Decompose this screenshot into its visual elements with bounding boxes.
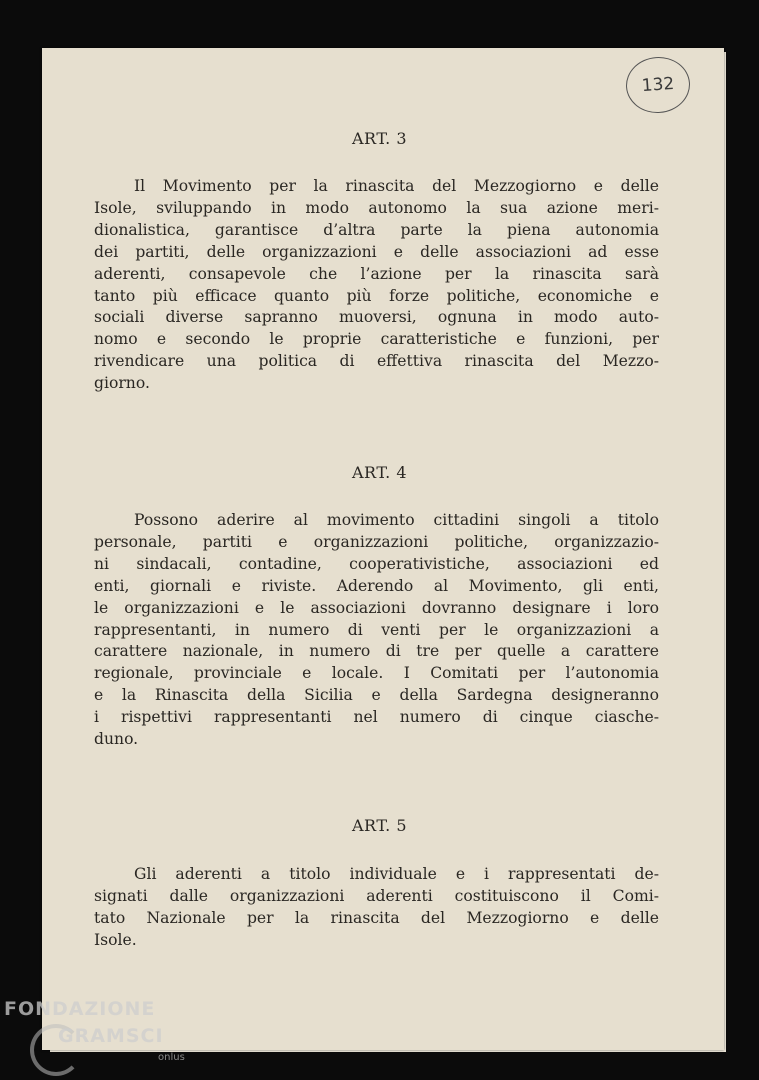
article-4-line: i rispettivi rappresentanti nel numero di cinque ciasche-	[94, 708, 659, 727]
article-3-line: tanto più efficace quanto più forze politiche, economiche e	[94, 286, 659, 305]
article-4-line: enti, giornali e riviste. Aderendo al Movimento, gli enti,	[94, 576, 659, 595]
article-5-heading: ART. 5	[352, 816, 407, 835]
article-5-line: tato Nazionale per la rinascita del Mezzogiorno e delle	[94, 908, 659, 927]
article-5-body	[94, 864, 659, 952]
article-4-line: le organizzazioni e le associazioni dovranno designare i loro	[94, 598, 659, 617]
article-3-line: rivendicare una politica di effettiva rinascita del Mezzo-	[94, 352, 659, 371]
article-3-line: giorno.	[94, 374, 150, 393]
article-3-line: sociali diverse sapranno muoversi, ognuna in modo auto-	[94, 308, 659, 327]
article-3-line: Il Movimento per la rinascita del Mezzogiorno e delle	[134, 177, 659, 195]
article-4-body	[94, 510, 659, 751]
article-4-line: rappresentanti, in numero di venti per le organizzazioni a	[94, 620, 659, 639]
page-number-stamp: 132	[624, 55, 692, 115]
article-4-line: Possono aderire al movimento cittadini singoli a titolo	[134, 511, 659, 529]
watermark-suffix: onlus	[158, 1052, 185, 1063]
article-5-line: Isole.	[94, 930, 137, 949]
article-4-line: regionale, provinciale e locale. I Comitati per l’autonomia	[94, 664, 659, 683]
article-4-line: duno.	[94, 730, 139, 749]
article-3-line: dei partiti, delle organizzazioni e delle associazioni ad esse	[94, 242, 659, 261]
article-3-heading: ART. 3	[352, 129, 407, 148]
article-3-body	[94, 176, 659, 395]
article-4-line: e la Rinascita della Sicilia e della Sardegna designeranno	[94, 686, 659, 705]
article-3-line: Isole, sviluppando in modo autonomo la sua azione meri-	[94, 198, 659, 217]
article-5-line: signati dalle organizzazioni aderenti costituiscono il Comi-	[94, 886, 659, 905]
article-3-line: dionalistica, garantisce d’altra parte la piena autonomia	[94, 220, 659, 239]
article-4-line: carattere nazionale, in numero di tre per quelle a carattere	[94, 642, 659, 661]
watermark-line-2: GRAMSCI	[58, 1025, 164, 1047]
article-4-line: ni sindacali, contadine, cooperativistiche, associazioni ed	[94, 554, 659, 573]
article-3-line: aderenti, consapevole che l’azione per la rinascita sarà	[94, 264, 659, 283]
article-3-line: nomo e secondo le proprie caratteristiche e funzioni, per	[94, 330, 659, 349]
article-5-line: Gli aderenti a titolo individuale e i rappresentati de-	[134, 865, 659, 883]
watermark-logo	[4, 998, 155, 1020]
watermark-line-1: FONDAZIONE	[4, 998, 156, 1020]
article-4-heading: ART. 4	[352, 463, 407, 482]
article-4-line: personale, partiti e organizzazioni politiche, organizzazio-	[94, 532, 659, 551]
